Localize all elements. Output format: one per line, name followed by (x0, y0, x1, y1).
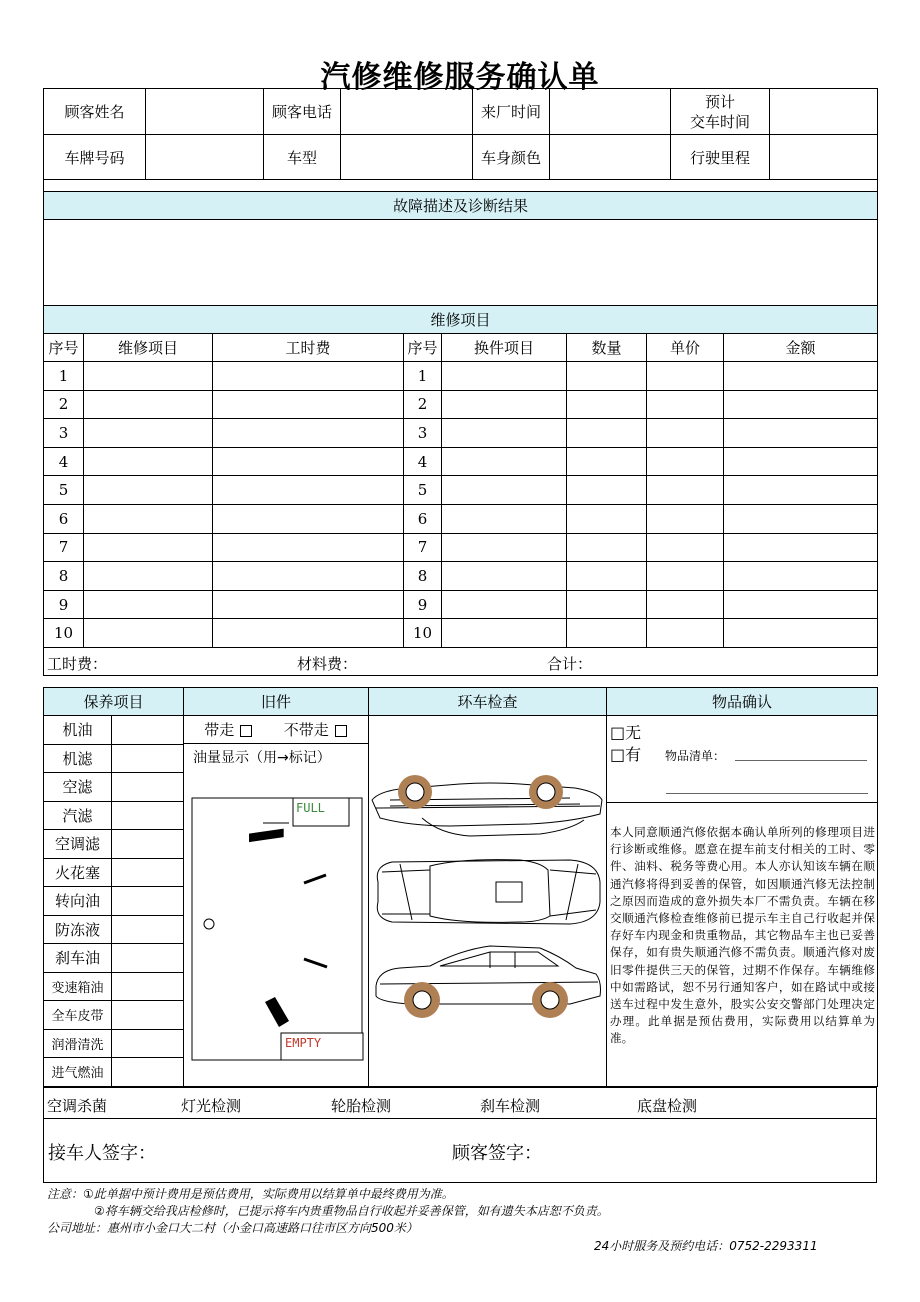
row-index-right: 2 (404, 390, 442, 419)
repair-row (44, 619, 878, 648)
col-header-repair-item: 维修项目 (84, 334, 213, 362)
labor-fee-cell[interactable] (213, 419, 404, 448)
maintenance-item-label: 机油 (44, 716, 112, 745)
amount-cell[interactable] (724, 533, 878, 562)
amount-cell[interactable] (724, 362, 878, 391)
repair-row (44, 419, 878, 448)
items-have-option[interactable]: □有 (610, 745, 642, 764)
quantity-cell[interactable] (567, 590, 647, 619)
note-line-2: ②将车辆交给我店检修时，已提示将车内贵重物品自行收起并妥善保管，如有遗失本店恕不负责。 (94, 1204, 609, 1218)
note-line-1: 注意：①此单据中预计费用是预估费用，实际费用以结算单中最终费用为准。 (47, 1187, 454, 1201)
fault-header: 故障描述及诊断结果 (44, 192, 878, 220)
maintenance-item-field[interactable] (112, 887, 184, 916)
unit-price-cell[interactable] (647, 533, 724, 562)
items-list-line-2[interactable] (666, 793, 868, 794)
row-index-right: 7 (404, 533, 442, 562)
note-hotline: 24小时服务及预约电话：0752-2293311 (594, 1239, 818, 1253)
amount-cell[interactable] (724, 476, 878, 505)
page-title: 汽修维修服务确认单 (320, 60, 600, 95)
unit-price-cell[interactable] (647, 590, 724, 619)
arrival-time-field[interactable] (550, 89, 671, 135)
repair-row (44, 362, 878, 391)
item-confirm-header: 物品确认 (607, 688, 878, 716)
not-take-label: 不带走 (283, 721, 329, 739)
unit-price-cell[interactable] (647, 447, 724, 476)
repair-row (44, 476, 878, 505)
col-header-unit-price: 单价 (647, 334, 724, 362)
fuel-gauge[interactable] (191, 797, 365, 1062)
repair-header: 维修项目 (44, 306, 878, 334)
fuel-tick-bottom (265, 997, 289, 1027)
row-index-left: 5 (44, 476, 84, 505)
maintenance-item-field[interactable] (112, 1001, 184, 1030)
body-color-field[interactable] (550, 135, 671, 180)
repair-row (44, 533, 878, 562)
labor-fee-cell[interactable] (213, 533, 404, 562)
row-index-left: 10 (44, 619, 84, 648)
row-index-left: 9 (44, 590, 84, 619)
old-parts-header: 旧件 (184, 688, 369, 716)
car-check-header: 环车检查 (369, 688, 607, 716)
row-index-left: 8 (44, 562, 84, 591)
arrival-time-label: 来厂时间 (473, 89, 550, 135)
maintenance-item-label: 全车皮带 (44, 1001, 112, 1030)
maintenance-item-field[interactable] (112, 915, 184, 944)
item-confirm-divider (606, 802, 877, 803)
unit-price-cell[interactable] (647, 419, 724, 448)
row-index-left: 7 (44, 533, 84, 562)
labor-fee-cell[interactable] (213, 447, 404, 476)
fuel-pivot (204, 919, 214, 929)
labor-fee-cell[interactable] (213, 476, 404, 505)
checks-signature-table (43, 1087, 877, 1183)
maintenance-item-field[interactable] (112, 716, 184, 745)
body-color-label: 车身颜色 (473, 135, 550, 180)
car-model-field[interactable] (341, 135, 473, 180)
maintenance-item-label: 进气燃油 (44, 1058, 112, 1087)
quantity-cell[interactable] (567, 504, 647, 533)
row-index-right: 5 (404, 476, 442, 505)
maintenance-item-label: 防冻液 (44, 915, 112, 944)
check-brakes[interactable]: 刹车检测 (480, 1097, 541, 1115)
repair-table (43, 179, 878, 676)
repair-item-cell[interactable] (84, 362, 213, 391)
items-list-line-1[interactable] (735, 760, 867, 761)
row-index-left: 1 (44, 362, 84, 391)
customer-name-field[interactable] (146, 89, 264, 135)
maintenance-item-label: 转向油 (44, 887, 112, 916)
labor-fee-cell[interactable] (213, 619, 404, 648)
unit-price-cell[interactable] (647, 476, 724, 505)
maintenance-item-label: 空滤 (44, 773, 112, 802)
part-item-cell[interactable] (442, 562, 567, 591)
amount-cell[interactable] (724, 447, 878, 476)
maintenance-item-field[interactable] (112, 801, 184, 830)
mileage-field[interactable] (770, 135, 878, 180)
repair-row (44, 504, 878, 533)
signature-row (44, 1119, 877, 1183)
repair-item-cell[interactable] (84, 419, 213, 448)
col-header-part-item: 换件项目 (442, 334, 567, 362)
amount-cell[interactable] (724, 619, 878, 648)
check-chassis[interactable]: 底盘检测 (637, 1097, 698, 1115)
part-item-cell[interactable] (442, 390, 567, 419)
quantity-cell[interactable] (567, 419, 647, 448)
maintenance-item-label: 刹车油 (44, 944, 112, 973)
check-lights[interactable]: 灯光检测 (181, 1097, 242, 1115)
quantity-cell[interactable] (567, 362, 647, 391)
part-item-cell[interactable] (442, 533, 567, 562)
customer-phone-field[interactable] (341, 89, 473, 135)
car-model-label: 车型 (264, 135, 341, 180)
labor-fee-cell[interactable] (213, 562, 404, 591)
maintenance-item-field[interactable] (112, 773, 184, 802)
repair-item-cell[interactable] (84, 447, 213, 476)
row-index-left: 4 (44, 447, 84, 476)
quantity-cell[interactable] (567, 619, 647, 648)
row-index-right: 8 (404, 562, 442, 591)
sum-total-label: 合计： (547, 654, 593, 673)
row-index-right: 4 (404, 447, 442, 476)
take-away-checkbox[interactable] (240, 725, 252, 737)
check-tires[interactable]: 轮胎检测 (331, 1097, 392, 1115)
part-item-cell[interactable] (442, 476, 567, 505)
totals-row (44, 647, 878, 675)
part-item-cell[interactable] (442, 419, 567, 448)
col-header-labor-fee: 工时费 (213, 334, 404, 362)
row-index-left: 3 (44, 419, 84, 448)
maintenance-item-field[interactable] (112, 744, 184, 773)
maintenance-item-label: 润滑清洗 (44, 1029, 112, 1058)
unit-price-cell[interactable] (647, 362, 724, 391)
fault-description-field[interactable] (44, 220, 878, 306)
row-index-right: 9 (404, 590, 442, 619)
labor-fee-cell[interactable] (213, 390, 404, 419)
amount-cell[interactable] (724, 504, 878, 533)
labor-fee-cell[interactable] (213, 590, 404, 619)
amount-cell[interactable] (724, 590, 878, 619)
maintenance-item-label: 空调滤 (44, 830, 112, 859)
unit-price-cell[interactable] (647, 390, 724, 419)
customer-info-table (43, 88, 878, 180)
amount-cell[interactable] (724, 390, 878, 419)
part-item-cell[interactable] (442, 590, 567, 619)
maintenance-item-label: 汽滤 (44, 801, 112, 830)
customer-phone-label: 顾客电话 (264, 89, 341, 135)
repair-item-cell[interactable] (84, 533, 213, 562)
part-item-cell[interactable] (442, 362, 567, 391)
part-item-cell[interactable] (442, 619, 567, 648)
items-list-label: 物品清单： (665, 749, 726, 763)
checks-row (44, 1088, 877, 1119)
check-ac-sterilize[interactable]: 空调杀菌 (47, 1097, 108, 1115)
mileage-label: 行驶里程 (671, 135, 770, 180)
row-index-right: 6 (404, 504, 442, 533)
maintenance-item-label: 变速箱油 (44, 972, 112, 1001)
fuel-full-text: FULL (296, 801, 325, 815)
plate-number-field[interactable] (146, 135, 264, 180)
unit-price-cell[interactable] (647, 504, 724, 533)
maintenance-row (44, 716, 878, 745)
row-index-left: 2 (44, 390, 84, 419)
fuel-label: 油量显示（用→标记） (193, 750, 331, 766)
delivery-time-label (671, 89, 770, 135)
delivery-time-field[interactable] (770, 89, 878, 135)
customer-name-label: 顾客姓名 (44, 89, 146, 135)
amount-cell[interactable] (724, 562, 878, 591)
delivery-time-label-line2: 交车时间 (689, 112, 750, 131)
labor-fee-cell[interactable] (213, 362, 404, 391)
row-index-left: 6 (44, 504, 84, 533)
col-header-index-2: 序号 (404, 334, 442, 362)
spacer-row (44, 180, 878, 192)
items-none-option[interactable]: □无 (610, 723, 642, 742)
fuel-tick-upper (304, 875, 326, 883)
agreement-text: 本人同意顺通汽修依据本确认单所列的修理项目进行诊断或维修。愿意在提车前支付相关的工时、零件、油料、税务等费心用。本人亦认知该车辆在顺通汽修将得到妥善的保管，如因顺通汽修无法控制之原因而造成的意外损失本厂不需负责。车辆在移交顺通汽修检查维修前已提示车主自己行收起并保存好车内现金和贵重物品，其它物品车主也已妥善保存，如有贵失顺通汽修不需负责。顺通汽修对废旧零件提供三天的保管，过期不作保存。车辆维修中如需路试，恕不另行通知客户，如在路试中或接送车过程中发生意外，股实公安交警部门处理决定办理。此单据是预估费用，实际费用以结算单为准。 (610, 825, 875, 1046)
quantity-cell[interactable] (567, 562, 647, 591)
quantity-cell[interactable] (567, 390, 647, 419)
row-index-right: 3 (404, 419, 442, 448)
repair-item-cell[interactable] (84, 590, 213, 619)
repair-row (44, 590, 878, 619)
fuel-tick-top (245, 814, 288, 857)
maintenance-item-field[interactable] (112, 830, 184, 859)
repair-row (44, 447, 878, 476)
maintenance-item-label: 火花塞 (44, 858, 112, 887)
maintenance-item-field[interactable] (112, 1029, 184, 1058)
fuel-tick-lower (304, 959, 327, 967)
repair-item-cell[interactable] (84, 619, 213, 648)
maintenance-item-field[interactable] (112, 972, 184, 1001)
col-header-index-1: 序号 (44, 334, 84, 362)
car-diagram[interactable] (370, 770, 604, 1030)
row-index-right: 10 (404, 619, 442, 648)
maintenance-header: 保养项目 (44, 688, 184, 716)
repair-item-cell[interactable] (84, 476, 213, 505)
repair-item-cell[interactable] (84, 390, 213, 419)
maintenance-item-field[interactable] (112, 858, 184, 887)
receiver-signature-label: 接车人签字： (48, 1143, 156, 1164)
part-item-cell[interactable] (442, 504, 567, 533)
unit-price-cell[interactable] (647, 619, 724, 648)
quantity-cell[interactable] (567, 476, 647, 505)
delivery-time-label-line1: 预计 (704, 92, 735, 111)
labor-total-label: 工时费： (47, 654, 108, 673)
unit-price-cell[interactable] (647, 562, 724, 591)
car-top-view (377, 860, 600, 924)
maintenance-item-field[interactable] (112, 1058, 184, 1087)
customer-signature-label: 顾客签字： (452, 1143, 542, 1164)
material-total-label: 材料费： (297, 654, 358, 673)
quantity-cell[interactable] (567, 447, 647, 476)
repair-item-cell[interactable] (84, 562, 213, 591)
note-address: 公司地址：惠州市小金口大二村（小金口高速路口往市区方向500米） (47, 1221, 418, 1235)
quantity-cell[interactable] (567, 533, 647, 562)
amount-cell[interactable] (724, 419, 878, 448)
plate-number-label: 车牌号码 (44, 135, 146, 180)
col-header-amount: 金额 (724, 334, 878, 362)
labor-fee-cell[interactable] (213, 504, 404, 533)
take-away-row (183, 716, 368, 744)
maintenance-item-field[interactable] (112, 944, 184, 973)
repair-row (44, 390, 878, 419)
take-away-label: 带走 (204, 721, 235, 739)
repair-item-cell[interactable] (84, 504, 213, 533)
part-item-cell[interactable] (442, 447, 567, 476)
repair-row (44, 562, 878, 591)
not-take-checkbox[interactable] (335, 725, 347, 737)
col-header-quantity: 数量 (567, 334, 647, 362)
fuel-empty-text: EMPTY (285, 1036, 322, 1050)
maintenance-item-label: 机滤 (44, 744, 112, 773)
row-index-right: 1 (404, 362, 442, 391)
